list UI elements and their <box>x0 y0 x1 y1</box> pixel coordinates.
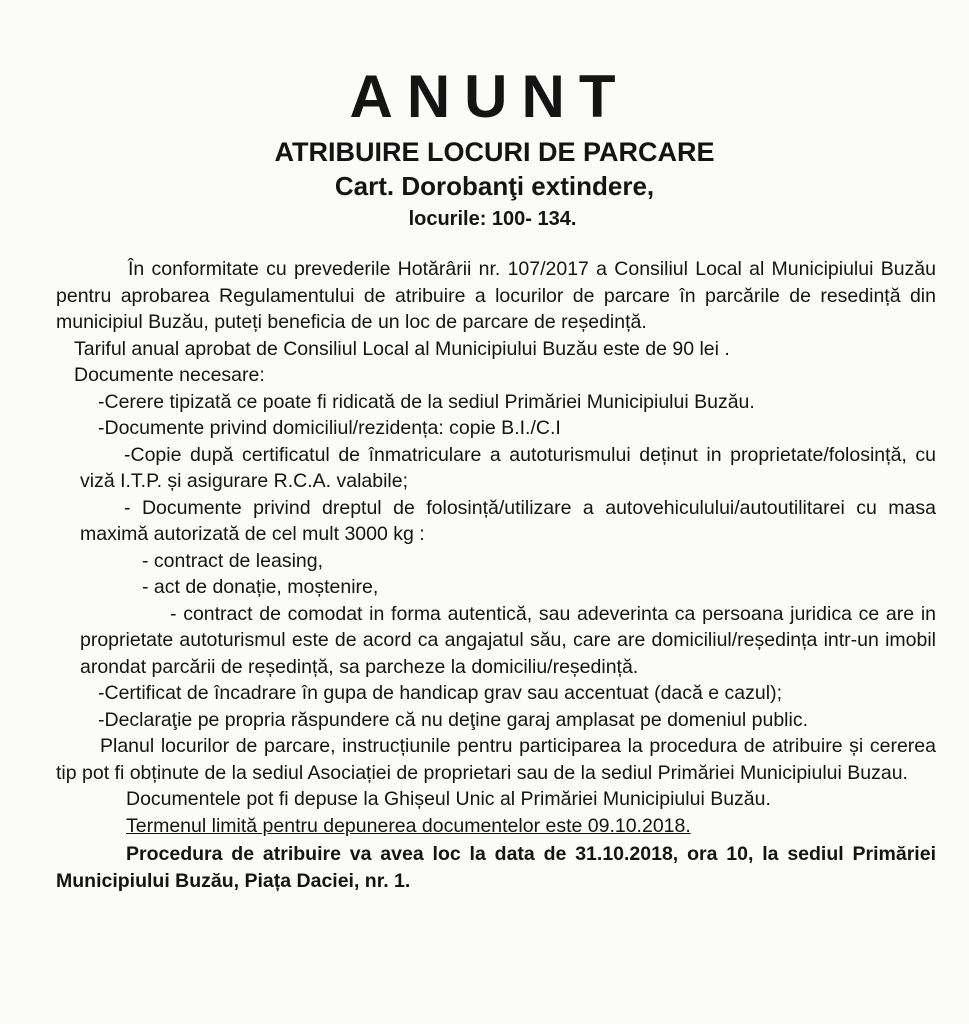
document-item-residence: -Documente privind domiciliul/rezidența: copie B.I./C.I <box>98 417 561 439</box>
sub-item-donation: - act de donație, moștenire, <box>142 576 379 598</box>
procedure-paragraph: Procedura de atribuire va avea loc la data de 31.10.2018, ora 10, la sediul Primăriei Municipiului Buzău, Piața Daciei, nr. 1. <box>56 843 936 892</box>
announcement-title: ANUNT <box>349 63 630 130</box>
document-item-declaration: -Declaraţie pe propria răspundere că nu deţine garaj amplasat pe domeniul public. <box>98 708 809 731</box>
parking-spots-range: locurile: 100- 134. <box>408 208 577 230</box>
intro-paragraph: În conformitate cu prevederile Hotărârii nr. 107/2017 a Consiliul Local al Municipiului Buzău pentru aprobarea Regulamentului de atribuire a locurilor de parcare în parcările de resedință din municipiul Buzău, puteți beneficia de un loc de parcare de reședință. <box>56 258 936 333</box>
sub-item-loan-contract: - contract de comodat in forma autentică, sau adeverinta ca persoana juridica ce are in proprietate autoturismul este de acord ca angajatul său, care are domiciliul/reședința intr-un imobil arondat parcării de reședință, sa parcheze la domiciliu/reședință. <box>80 602 936 678</box>
location-heading: Cart. Dorobanţi extindere, <box>334 171 655 201</box>
tariff-paragraph: Tariful anual aprobat de Consiliul Local al Municipiului Buzău este de 90 lei . <box>74 337 730 360</box>
documents-heading: Documente necesare: <box>74 364 265 386</box>
deadline-text: Termenul limită pentru depunerea documentelor este 09.10.2018. <box>126 814 691 837</box>
announcement-subtitle: ATRIBUIRE LOCURI DE PARCARE <box>274 137 715 167</box>
submission-paragraph: Documentele pot fi depuse la Ghișeul Unic al Primăriei Municipiului Buzău. <box>126 788 771 810</box>
document-item-usage-rights: - Documente privind dreptul de folosință/utilizare a autovehiculului/autoutilitarei cu masa maximă autorizată de cel mult 3000 kg : <box>80 496 936 545</box>
deadline-paragraph <box>56 813 936 840</box>
sub-item-leasing: - contract de leasing, <box>142 549 324 572</box>
document-item-request-form: -Cerere tipizată ce poate fi ridicată de la sediul Primăriei Municipiului Buzău. <box>98 390 755 413</box>
plan-paragraph: Planul locurilor de parcare, instrucțiunile pentru participarea la procedura de atribuire și cererea tip pot fi obținute de la sediul Asociației de proprietari sau de la sediul Primăriei Municipiului Buzau. <box>56 735 936 784</box>
document-item-registration: -Copie după certificatul de înmatriculare a autoturismului deținut in proprietate/folosință, cu viză I.T.P. și asigurare R.C.A. valabile; <box>80 443 936 492</box>
announcement-body <box>56 256 936 894</box>
document-item-handicap: -Certificat de încadrare în gupa de handicap grav sau accentuat (dacă e cazul); <box>98 682 782 704</box>
